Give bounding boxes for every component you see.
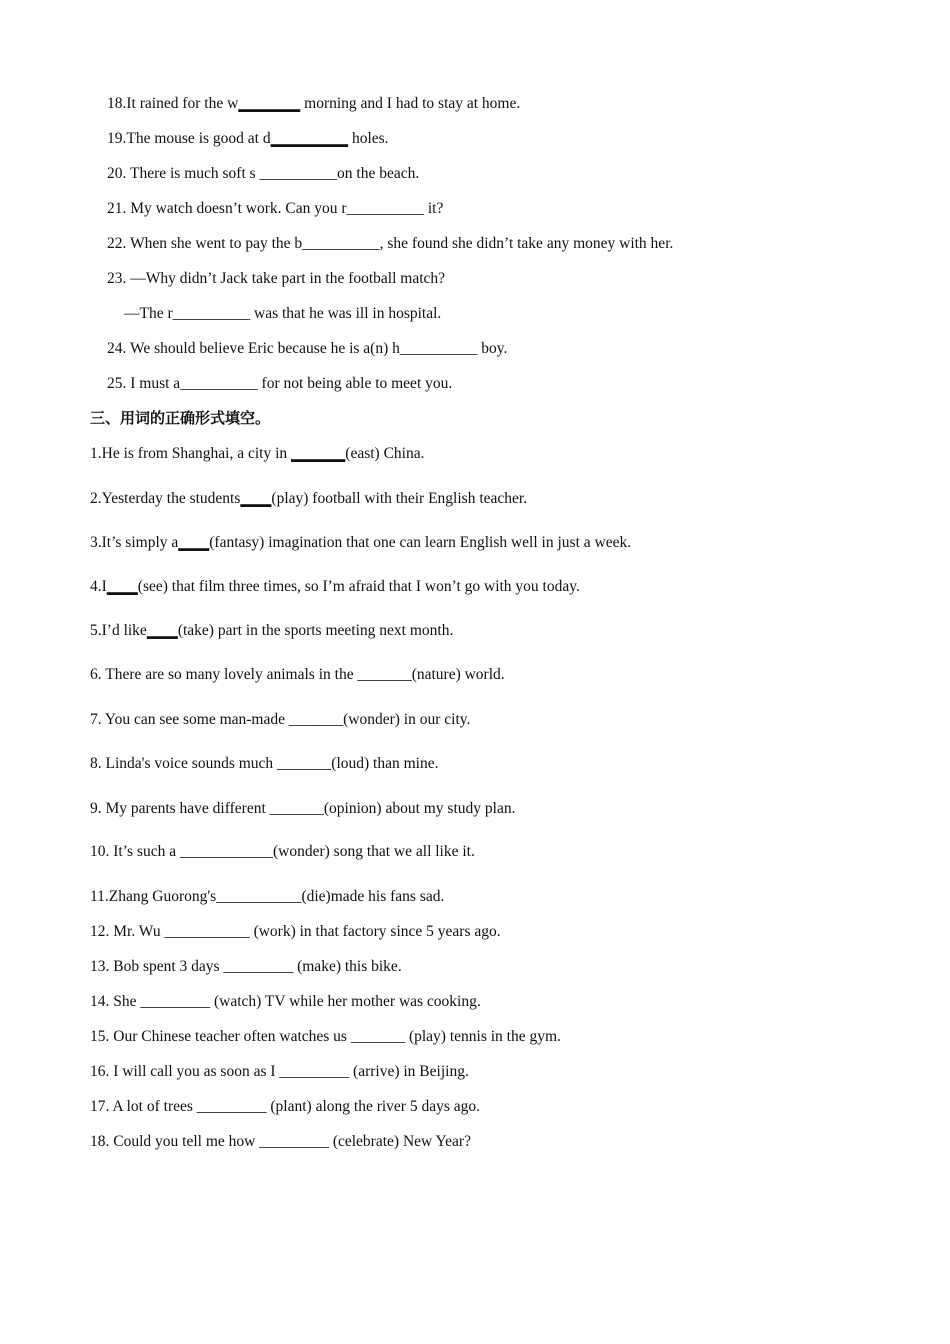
answer-blank[interactable]: ____ (240, 490, 272, 507)
fill-question-11: 11.Zhang Guorong's___________(die)made his fans sad. (90, 888, 445, 905)
question-23-response: —The r__________ was that he was ill in hospital. (124, 305, 442, 322)
answer-blank[interactable]: ____ (178, 534, 210, 551)
fill-question-6: 6. There are so many lovely animals in the _______(nature) world. (90, 666, 505, 683)
fill-question-12: 12. Mr. Wu ___________ (work) in that factory since 5 years ago. (90, 923, 501, 940)
section-heading: 三、用词的正确形式填空。 (90, 409, 271, 427)
answer-blank[interactable]: ________ (238, 95, 301, 112)
question-text: 4.I (90, 578, 107, 595)
answer-blank[interactable]: ____ (106, 578, 138, 595)
question-text: 2.Yesterday the students (90, 490, 241, 507)
fill-question-8: 8. Linda's voice sounds much _______(loud) than mine. (90, 755, 439, 772)
fill-question-18: 18. Could you tell me how _________ (celebrate) New Year? (90, 1133, 471, 1150)
fill-question-9: 9. My parents have different _______(opinion) about my study plan. (90, 800, 516, 817)
answer-blank[interactable]: ____ (146, 622, 178, 639)
fill-question-17: 17. A lot of trees _________ (plant) along the river 5 days ago. (90, 1098, 481, 1115)
answer-blank[interactable]: __________ (270, 130, 349, 147)
question-text: (east) China. (345, 445, 425, 462)
fill-question-5 (90, 621, 453, 641)
question-text: 5.I’d like (90, 622, 147, 639)
fill-question-3 (90, 533, 631, 553)
question-25: 25. I must a__________ for not being able to meet you. (107, 375, 453, 392)
fill-question-14: 14. She _________ (watch) TV while her mother was cooking. (90, 993, 481, 1010)
question-text: (fantasy) imagination that one can learn English well in just a week. (209, 534, 632, 551)
answer-blank[interactable]: _______ (291, 445, 346, 462)
question-text: morning and I had to stay at home. (300, 95, 521, 112)
fill-question-13: 13. Bob spent 3 days _________ (make) this bike. (90, 958, 402, 975)
fill-question-15: 15. Our Chinese teacher often watches us _______ (play) tennis in the gym. (90, 1028, 561, 1045)
fill-question-10: 10. It’s such a ____________(wonder) song that we all like it. (90, 843, 475, 860)
question-text: holes. (348, 130, 389, 147)
fill-question-7: 7. You can see some man-made _______(wonder) in our city. (90, 711, 471, 728)
question-text: (take) part in the sports meeting next month. (177, 622, 454, 639)
question-text: 1.He is from Shanghai, a city in (90, 445, 292, 462)
question-text: (see) that film three times, so I’m afraid that I won’t go with you today. (137, 578, 580, 595)
fill-question-1 (90, 444, 424, 464)
question-21: 21. My watch doesn’t work. Can you r__________ it? (107, 200, 444, 217)
question-18 (107, 94, 520, 114)
question-text: (play) football with their English teacher. (271, 490, 528, 507)
question-text: 18.It rained for the w (107, 95, 239, 112)
question-24: 24. We should believe Eric because he is a(n) h__________ boy. (107, 340, 508, 357)
question-22: 22. When she went to pay the b__________, she found she didn’t take any money with her. (107, 235, 674, 252)
question-text: 19.The mouse is good at d (107, 130, 271, 147)
question-text: 3.It’s simply a (90, 534, 179, 551)
question-20: 20. There is much soft s __________on the beach. (107, 165, 420, 182)
fill-question-4 (90, 577, 580, 597)
question-23-prompt: 23. —Why didn’t Jack take part in the football match? (107, 270, 446, 287)
fill-question-2 (90, 489, 527, 509)
fill-question-16: 16. I will call you as soon as I _________ (arrive) in Beijing. (90, 1063, 469, 1080)
question-19 (107, 129, 389, 149)
